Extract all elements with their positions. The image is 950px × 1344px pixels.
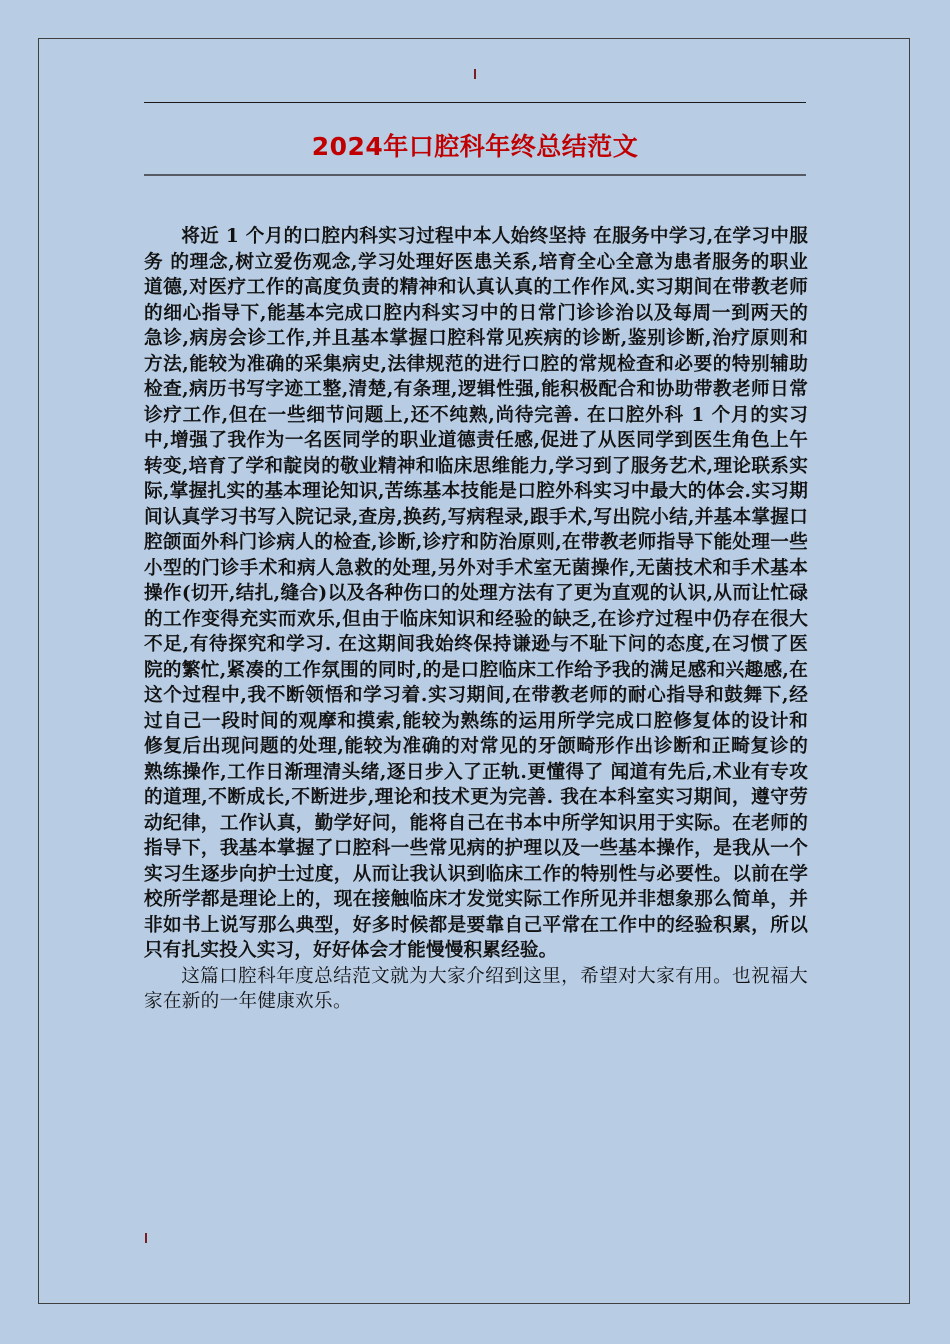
header-rule [144,102,806,103]
body-paragraph: 将近 1 个月的口腔内科实习过程中本人始终坚持 在服务中学习,在学习中服务 的理念,树立爱伤观念,学习处理好医患关系,培育全心全意为患者服务的职业道德,对医疗工作的高度负责的精神和认真认真的工作作风.实习期间在带教老师的细心指导下,能基本完成口腔内科实习中的日常门诊诊治以及每周一到两天的急诊,病房会诊工作,并且基本掌握口腔科常见疾病的诊断,鉴别诊断,治疗原则和方法,能较为准确的采集病史,法律规范的进行口腔的常规检查和必要的特别辅助检查,病历书写字迹工整,清楚,有条理,逻辑性强,能积极配合和协助带教老师日常诊疗工作,但在一些细节问题上,还不纯熟,尚待完善. 在口腔外科 1 个月的实习中,增强了我作为一名医同学的职业道德责任感,促进了从医同学到医生角色上午转变,培育了学和靛岗的敬业精神和临床思维能力,学习到了服务艺术,理论联系实际,掌握扎实的基本理论知识,苦练基本技能是口腔外科实习中最大的体会.实习期间认真学习书写入院记录,查房,换药,写病程录,跟手术,写出院小结,并基本掌握口腔颌面外科门诊病人的检查,诊断,诊疗和防治原则,在带教老师指导下能处理一些小型的门诊手术和病人急救的处理,另外对手术室无菌操作,无菌技术和手术基本操作(切开,结扎,缝合)以及各种伤口的处理方法有了更为直观的认识,从而让忙碌的工作变得充实而欢乐,但由于临床知识和经验的缺乏,在诊疗过程中仍存在很大不足,有待探究和学习. 在这期间我始终保持谦逊与不耻下问的态度,在习惯了医院的繁忙,紧凑的工作氛围的同时,的是口腔临床工作给予我的满足感和兴趣感,在这个过程中,我不断领悟和学习着.实习期间,在带教老师的耐心指导和鼓舞下,经过自己一段时间的观摩和摸索,能较为熟练的运用所学完成口腔修复体的设计和修复后出现问题的处理,能较为准确的对常见的牙颌畸形作出诊断和正畸复诊的熟练操作,工作日渐理清头绪,逐日步入了正轨.更懂得了 闻道有先后,术业有专攻 的道理,不断成长,不断进步,理论和技术更为完善. 我在本科室实习期间，遵守劳动纪律，工作认真，勤学好问，能将自己在书本中所学知识用于实际。在老师的指导下，我基本掌握了口腔科一些常见病的护理以及一些基本操作，是我从一个实习生逐步向护士过度，从而让我认识到临床工作的特别性与必要性。以前在学校所学都是理论上的，现在接触临床才发觉实际工作所见并非想象那么简单，并非如书上说写那么典型，好多时候都是要靠自己平常在工作中的经验积累，所以只有扎实投入实习，好好体会才能慢慢积累经验。 [144,226,808,961]
document-body [144,224,808,1015]
footer-cursor-mark [145,1233,147,1243]
title-rule [144,174,806,176]
closing-paragraph: 这篇口腔科年度总结范文就为大家介绍到这里，希望对大家有用。也祝福大家在新的一年健康欢乐。 [144,965,808,1012]
header-cursor-mark [474,69,476,79]
document-title: 2024年口腔科年终总结范文 [311,132,639,161]
